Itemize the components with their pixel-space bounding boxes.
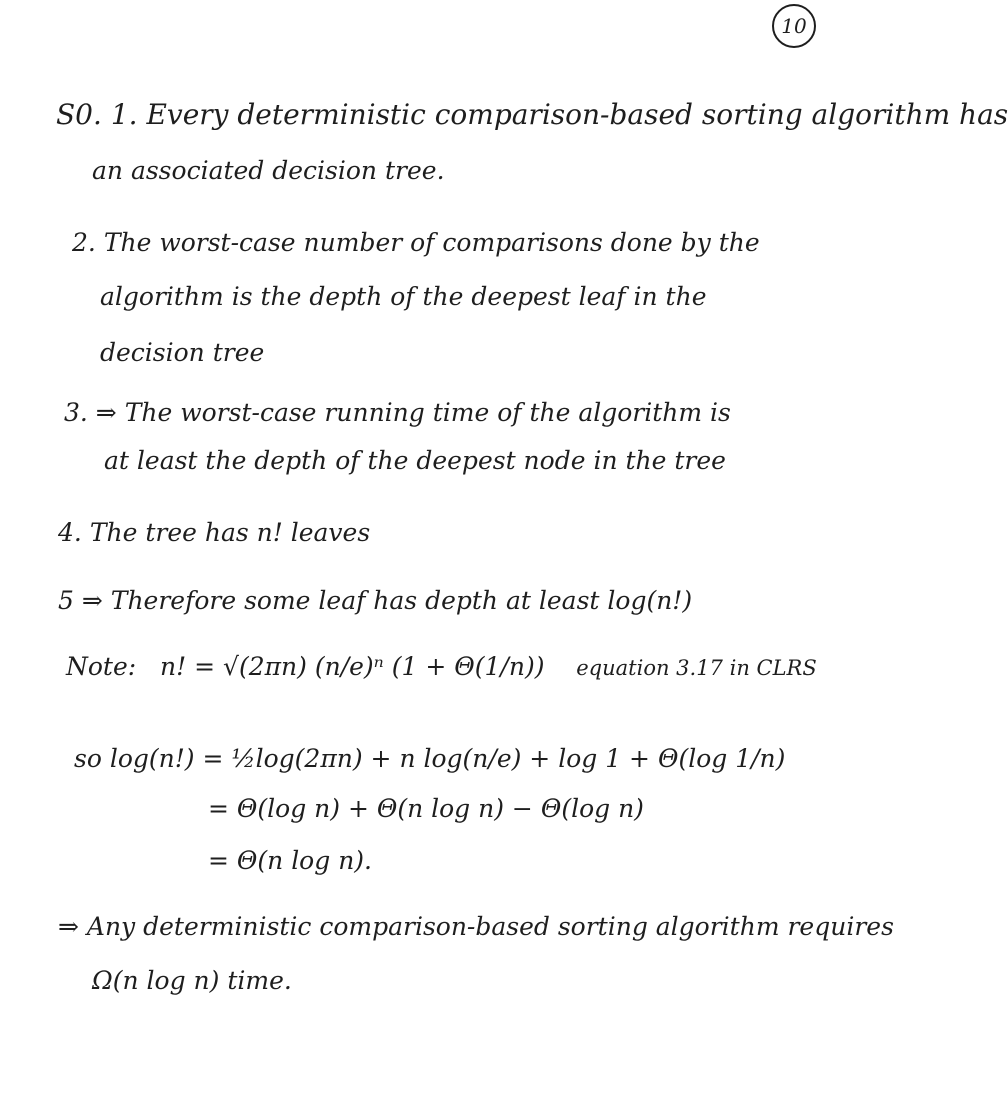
item-2-line-1 — [72, 228, 760, 258]
item-1-line-1 — [56, 100, 1008, 130]
item-2-number: 2. — [72, 228, 96, 257]
derivation-line-3: = Θ(n log n). — [208, 846, 372, 875]
item-3-line-1 — [64, 398, 731, 428]
conclusion-line-2: Ω(n log n) time. — [92, 966, 292, 995]
note-formula: n! = √(2πn) (n/e)ⁿ (1 + Θ(1/n)) — [160, 652, 545, 681]
item-1-text-2: an associated decision tree. — [92, 156, 445, 185]
derivation-line-2: = Θ(log n) + Θ(n log n) − Θ(log n) — [208, 794, 644, 823]
item-5-line — [58, 586, 692, 616]
item-3-number: 3. ⇒ — [64, 398, 117, 427]
item-5-number: 5 ⇒ — [58, 586, 103, 615]
item-4-line — [58, 518, 370, 548]
derivation-line-1: so log(n!) = ½log(2πn) + n log(n/e) + log 1 + Θ(log 1/n) — [74, 744, 786, 773]
item-5-text: Therefore some leaf has depth at least log(n!) — [110, 586, 693, 615]
note-label: Note: — [66, 652, 137, 681]
page-number-circle — [772, 4, 816, 48]
page-number: 10 — [781, 14, 807, 38]
conclusion-line-1: ⇒ Any deterministic comparison-based sorting algorithm requires — [58, 912, 894, 941]
item-1-number: 1. — [110, 98, 138, 131]
item-2-text-2: algorithm is the depth of the deepest leaf in the — [100, 282, 707, 311]
note-line — [66, 652, 817, 683]
item-2-text-1: The worst-case number of comparisons done by the — [103, 228, 760, 257]
note-reference: equation 3.17 in CLRS — [576, 656, 817, 680]
item-3-text-2: at least the depth of the deepest node in the tree — [104, 446, 726, 475]
solution-label: S0. — [56, 98, 102, 131]
item-1-text-1: Every deterministic comparison-based sorting algorithm has — [146, 98, 1008, 131]
item-4-number: 4. — [58, 518, 82, 547]
item-3-text-1: The worst-case running time of the algorithm is — [124, 398, 731, 427]
item-2-text-3: decision tree — [100, 338, 265, 367]
item-4-text: The tree has n! leaves — [89, 518, 371, 547]
